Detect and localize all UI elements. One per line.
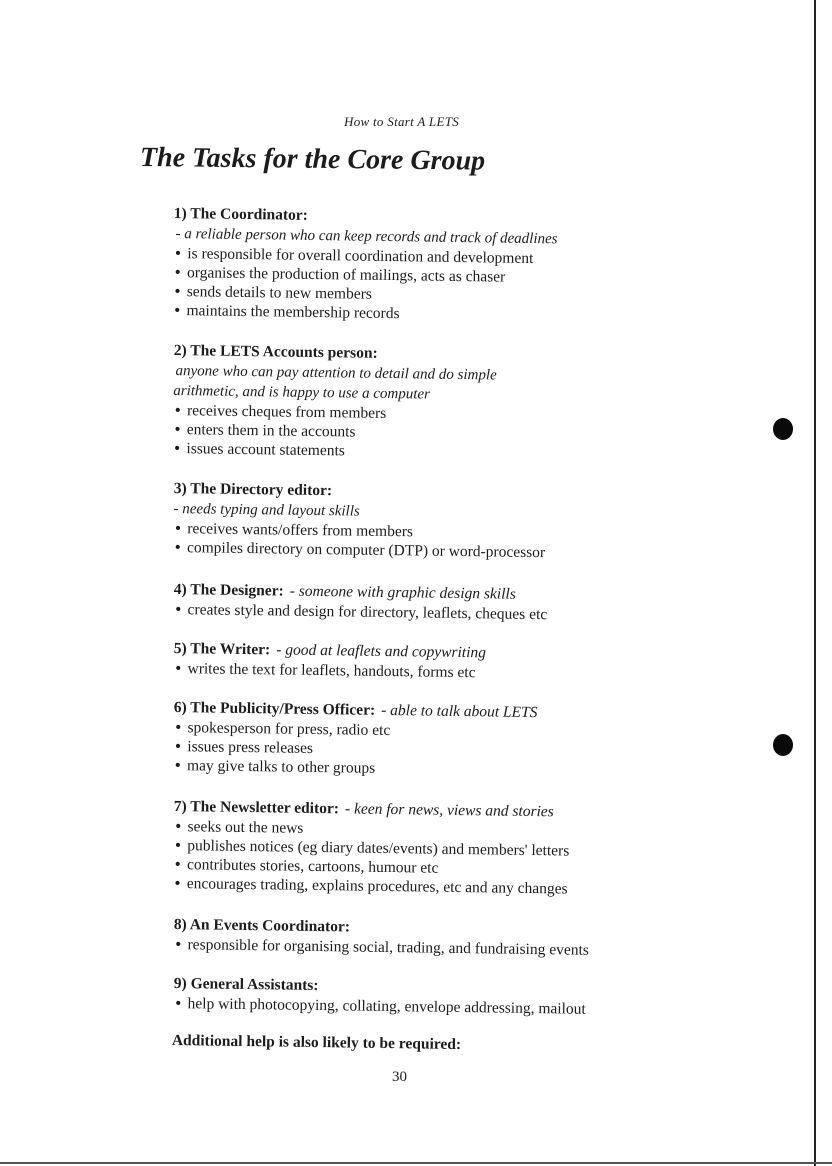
section-description: - a reliable person who can keep records and track of deadlines [175, 226, 558, 248]
list-item: • may give talks to other groups [173, 756, 693, 782]
list-item: • receives cheques from members [173, 401, 693, 427]
list-item: • enters them in the accounts [173, 420, 693, 446]
punch-hole-upper [773, 418, 793, 440]
list-item: • help with photocopying, collating, envelope addressing, mailout [173, 994, 693, 1020]
section-description: anyone who can pay attention to detail and do simple [175, 363, 497, 384]
section-heading-text: 8) An Events Coordinator: [173, 915, 351, 936]
section-heading-text: 6) The Publicity/Press Officer: [173, 698, 376, 719]
section-heading-text: 9) General Assistants: [173, 974, 319, 995]
list-item: • issues press releases [173, 737, 693, 763]
section-heading-text: 5) The Writer: [173, 639, 271, 659]
page-number: 30 [392, 1069, 407, 1085]
section-newsletter-editor [173, 797, 694, 900]
section-designer [173, 580, 693, 626]
section-directory-editor [173, 479, 694, 564]
list-item: • seeks out the news [173, 817, 693, 843]
section-description: - needs typing and layout skills [173, 500, 360, 520]
section-note: - able to talk about LETS [381, 701, 538, 722]
running-head: How to Start A LETS [344, 114, 460, 129]
section-note: - someone with graphic design skills [289, 582, 516, 603]
section-heading-text: 3) The Directory editor: [173, 479, 333, 500]
list-item: • is responsible for overall coordination and development [173, 244, 693, 270]
closing-line: Additional help is also likely to be required: [171, 1032, 462, 1054]
task-list [173, 204, 694, 1018]
list-item: • maintains the membership records [172, 301, 692, 327]
section-accounts-person [172, 341, 694, 465]
list-item: • receives wants/offers from members [173, 519, 693, 545]
list-item: • compiles directory on computer (DTP) or word-processor [173, 538, 693, 564]
section-writer [173, 639, 693, 685]
section-description: arithmetic, and is happy to use a computer [173, 382, 431, 403]
list-item: • writes the text for leaflets, handouts, forms etc [173, 659, 693, 685]
section-heading-text: 2) The LETS Accounts person: [173, 341, 378, 362]
section-coordinator [172, 204, 694, 327]
list-item: • contributes stories, cartoons, humour etc [173, 855, 693, 881]
list-item: • organises the production of mailings, acts as chaser [173, 263, 693, 289]
list-item: • publishes notices (eg diary dates/events) and members' letters [173, 836, 693, 862]
list-item: • issues account statements [172, 439, 692, 465]
list-item: • spokesperson for press, radio etc [173, 718, 693, 744]
list-item: • creates style and design for directory, leaflets, cheques etc [173, 600, 693, 626]
section-heading-text: 1) The Coordinator: [173, 204, 309, 224]
section-note: - good at leaflets and copywriting [276, 641, 487, 662]
section-events-coordinator [173, 915, 693, 961]
list-item: • sends details to new members [173, 282, 693, 308]
list-item: • responsible for organising social, trading, and fundraising events [173, 935, 693, 961]
page-edge-right [814, 0, 816, 1166]
punch-hole-lower [773, 734, 793, 756]
section-publicity-officer [173, 698, 694, 782]
section-heading-text: 4) The Designer: [173, 580, 284, 600]
page-edge-bottom [0, 1162, 832, 1164]
section-note: - keen for news, views and stories [344, 800, 554, 821]
section-general-assistants [173, 974, 693, 1020]
page-title: The Tasks for the Core Group [139, 142, 486, 177]
section-heading-text: 7) The Newsletter editor: [173, 797, 340, 818]
list-item: • encourages trading, explains procedures, etc and any changes [173, 874, 693, 900]
